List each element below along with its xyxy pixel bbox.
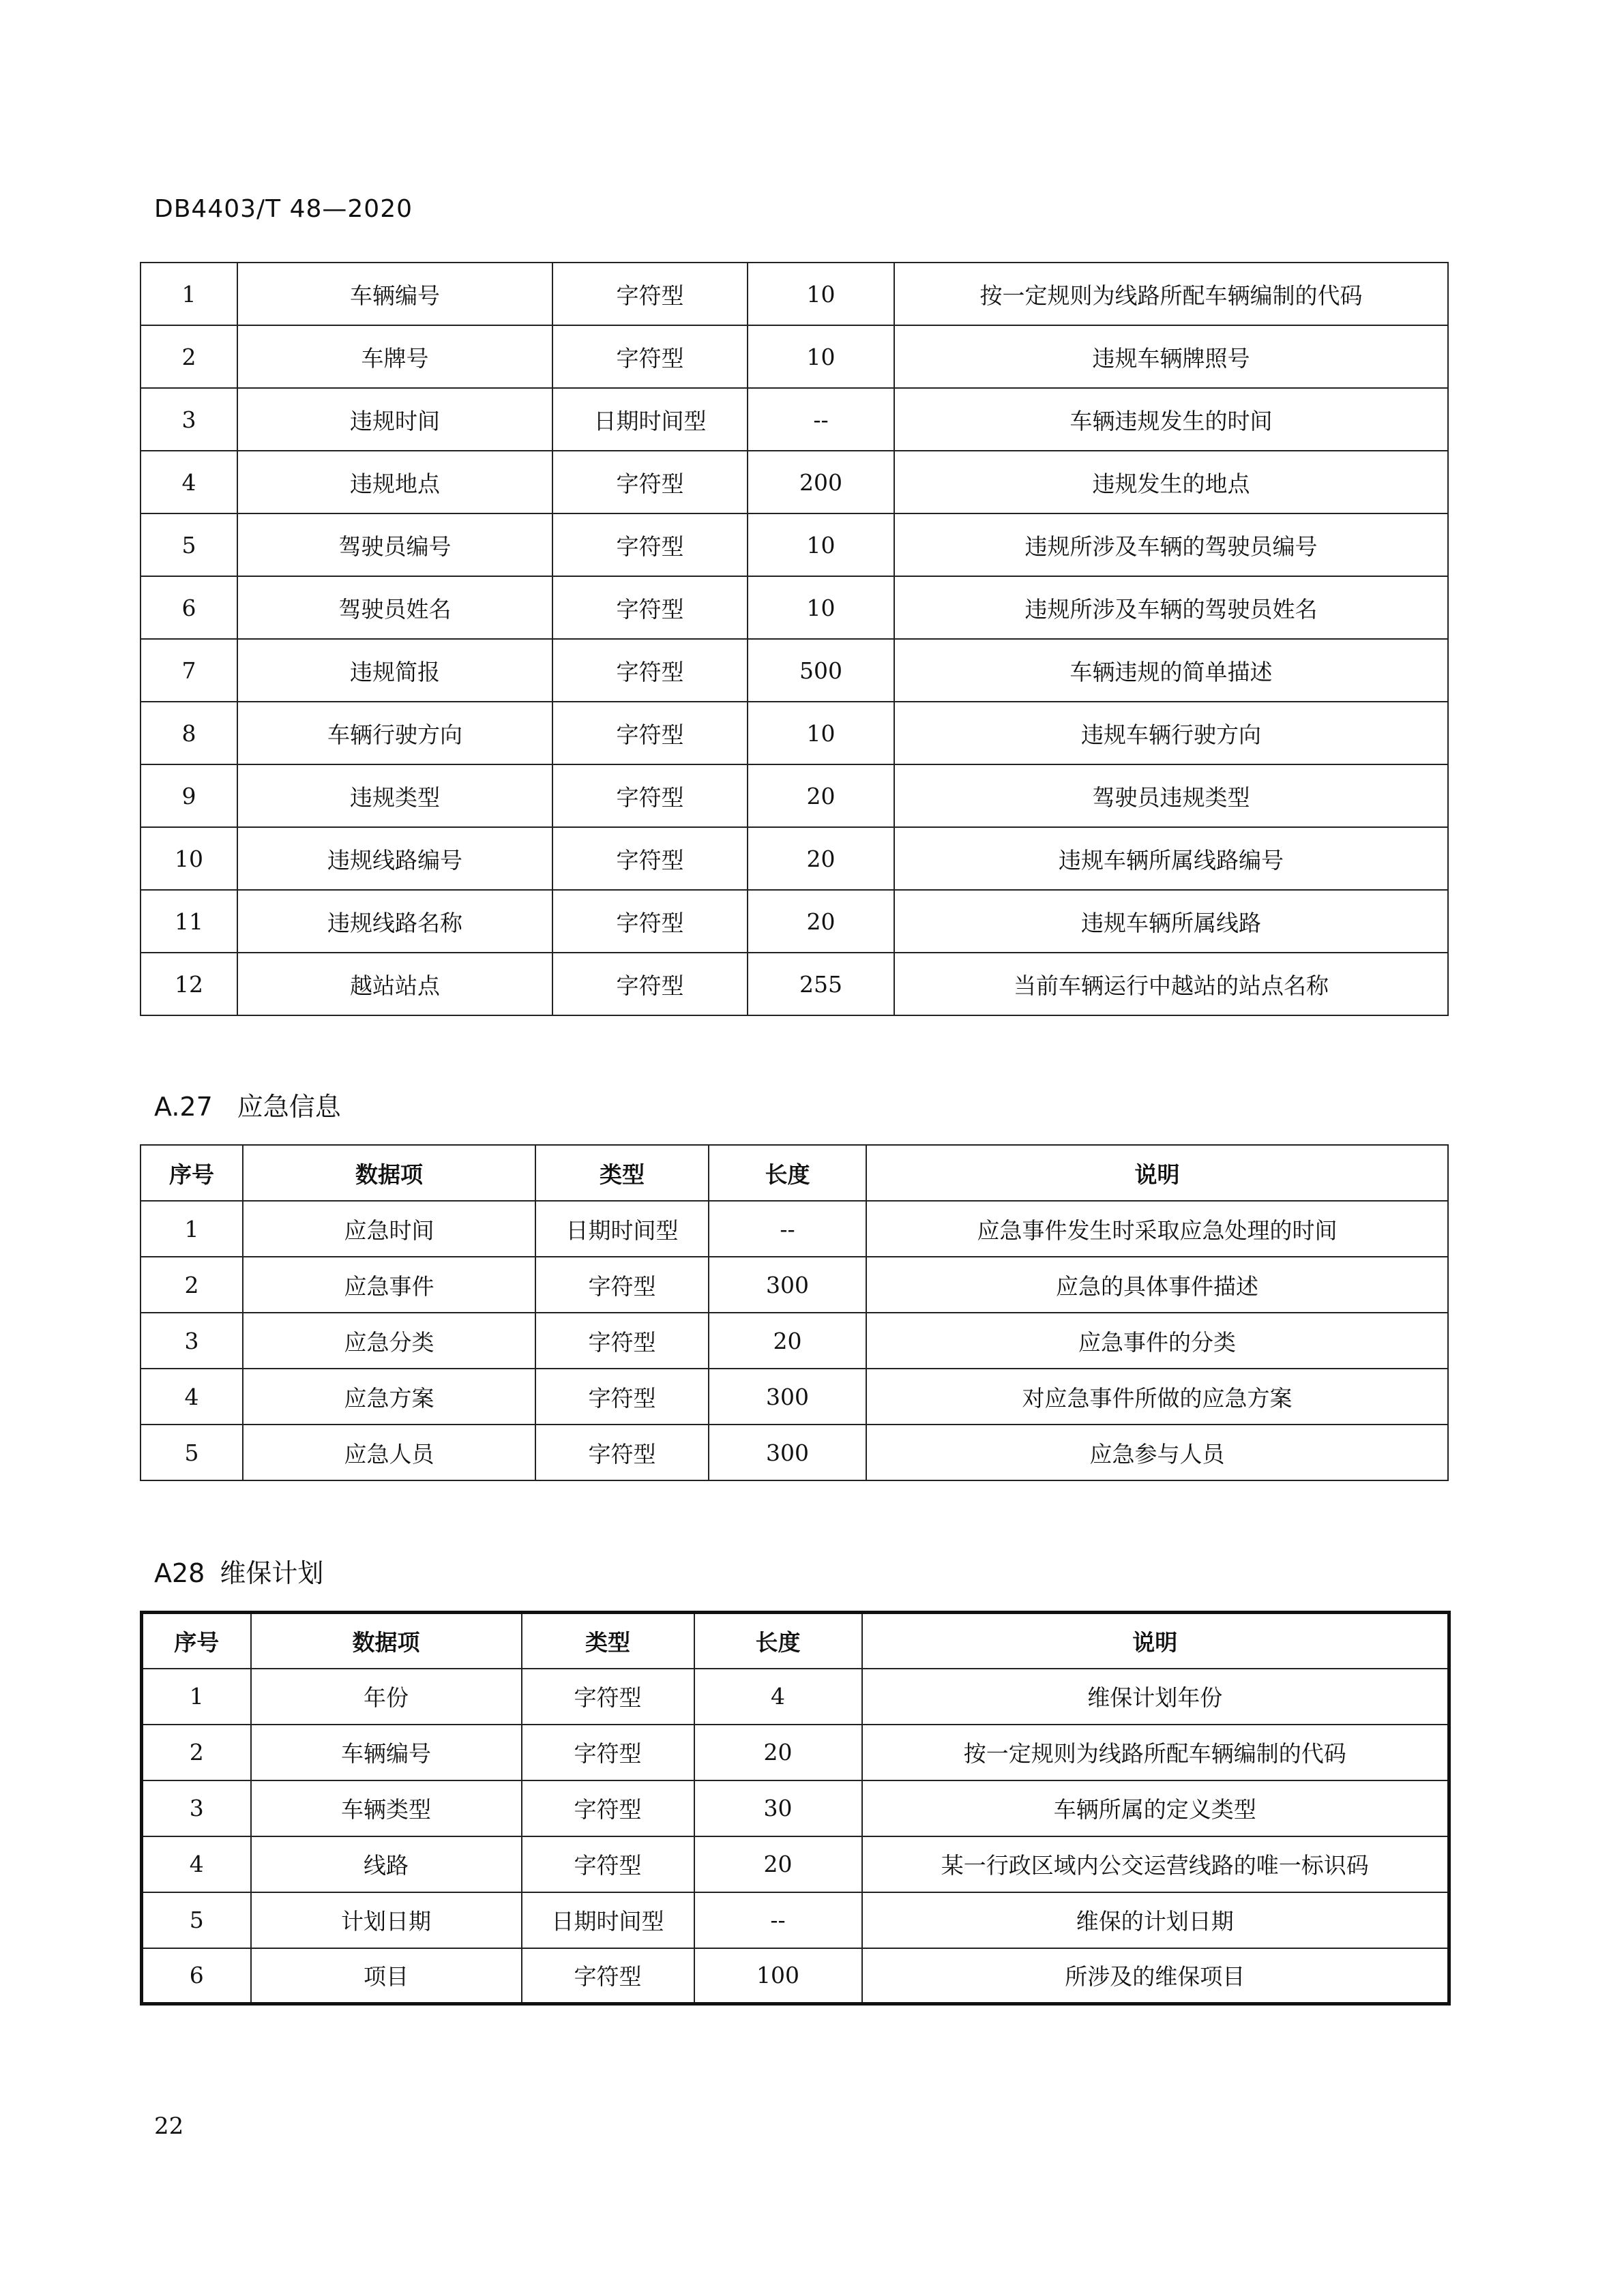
table-cell: 字符型	[552, 639, 748, 702]
table-cell: 4	[141, 1369, 243, 1425]
table-cell: 违规地点	[237, 451, 552, 513]
table-cell: 维保的计划日期	[862, 1892, 1449, 1948]
table-row	[141, 1425, 1448, 1480]
table-cell: 按一定规则为线路所配车辆编制的代码	[894, 263, 1448, 325]
table-row	[141, 890, 1448, 953]
column-header: 序号	[142, 1613, 251, 1669]
table-row	[141, 953, 1448, 1015]
table-cell: 300	[709, 1257, 866, 1313]
table-cell: 5	[141, 513, 237, 576]
table-cell: --	[748, 388, 894, 451]
table-cell: 2	[142, 1725, 251, 1780]
table-row	[142, 1780, 1449, 1836]
table-row	[141, 325, 1448, 388]
table-cell: 车辆违规的简单描述	[894, 639, 1448, 702]
table-cell: 当前车辆运行中越站的站点名称	[894, 953, 1448, 1015]
table-row	[141, 451, 1448, 513]
table-cell: 应急事件	[243, 1257, 535, 1313]
table-row	[141, 513, 1448, 576]
table-cell: 300	[709, 1425, 866, 1480]
header-row	[141, 1145, 1448, 1201]
table-cell: 字符型	[552, 890, 748, 953]
table-cell: 4	[694, 1669, 862, 1725]
table-header	[141, 1145, 1448, 1201]
table-cell: 2	[141, 1257, 243, 1313]
table-row	[141, 1313, 1448, 1369]
table-cell: 维保计划年份	[862, 1669, 1449, 1725]
table-cell: 字符型	[522, 1780, 694, 1836]
table-cell: 应急分类	[243, 1313, 535, 1369]
table-cell: 项目	[251, 1948, 522, 2004]
table-cell: 20	[748, 827, 894, 890]
table-cell: 字符型	[522, 1669, 694, 1725]
column-header: 序号	[141, 1145, 243, 1201]
table-cell: 车辆违规发生的时间	[894, 388, 1448, 451]
table-cell: 字符型	[552, 702, 748, 764]
table-header	[142, 1613, 1449, 1669]
column-header: 数据项	[251, 1613, 522, 1669]
table-row	[141, 639, 1448, 702]
table-cell: 计划日期	[251, 1892, 522, 1948]
table-cell: 9	[141, 764, 237, 827]
emergency-data-table	[140, 1144, 1449, 1481]
table-cell: 车牌号	[237, 325, 552, 388]
table-cell: 字符型	[552, 325, 748, 388]
table-cell: 字符型	[522, 1725, 694, 1780]
table-body	[141, 263, 1448, 1015]
section-number: A.27	[154, 1092, 213, 1122]
table-cell: 违规车辆所属线路编号	[894, 827, 1448, 890]
table-cell: 字符型	[552, 764, 748, 827]
table-cell: 驾驶员违规类型	[894, 764, 1448, 827]
table-row	[141, 1369, 1448, 1425]
table-cell: 年份	[251, 1669, 522, 1725]
table-row	[142, 1669, 1449, 1725]
table-cell: 字符型	[552, 263, 748, 325]
table-cell: 10	[748, 325, 894, 388]
table-cell: 10	[141, 827, 237, 890]
table-cell: 1	[141, 1201, 243, 1257]
table-cell: 11	[141, 890, 237, 953]
table-cell: 10	[748, 702, 894, 764]
table-row	[141, 827, 1448, 890]
table-cell: 车辆行驶方向	[237, 702, 552, 764]
table-cell: 20	[694, 1725, 862, 1780]
table-cell: 5	[142, 1892, 251, 1948]
table-cell: 2	[141, 325, 237, 388]
table-cell: 字符型	[522, 1948, 694, 2004]
table-cell: 500	[748, 639, 894, 702]
section-title-maintenance	[154, 1552, 323, 1590]
table-cell: 字符型	[552, 827, 748, 890]
table-row	[142, 1948, 1449, 2004]
maintenance-data-table	[140, 1611, 1451, 2006]
table-cell: 日期时间型	[535, 1201, 709, 1257]
table-cell: 4	[142, 1836, 251, 1892]
table-cell: 违规发生的地点	[894, 451, 1448, 513]
table-cell: 字符型	[535, 1425, 709, 1480]
table-row	[141, 1201, 1448, 1257]
section-number: A28	[154, 1558, 205, 1588]
column-header: 数据项	[243, 1145, 535, 1201]
table-row	[141, 702, 1448, 764]
table-body	[142, 1669, 1449, 2004]
table-cell: 8	[141, 702, 237, 764]
table-cell: 违规所涉及车辆的驾驶员姓名	[894, 576, 1448, 639]
table-cell: 按一定规则为线路所配车辆编制的代码	[862, 1725, 1449, 1780]
section-name: 应急信息	[237, 1092, 341, 1122]
table-cell: 100	[694, 1948, 862, 2004]
table-cell: 字符型	[552, 953, 748, 1015]
table-cell: 3	[141, 1313, 243, 1369]
table-cell: 违规车辆牌照号	[894, 325, 1448, 388]
table-cell: 车辆类型	[251, 1780, 522, 1836]
table-row	[141, 576, 1448, 639]
column-header: 类型	[535, 1145, 709, 1201]
table-cell: 字符型	[552, 451, 748, 513]
table-cell: 应急事件发生时采取应急处理的时间	[866, 1201, 1448, 1257]
table-cell: 驾驶员编号	[237, 513, 552, 576]
table-cell: 某一行政区域内公交运营线路的唯一标识码	[862, 1836, 1449, 1892]
table-cell: 违规类型	[237, 764, 552, 827]
table-cell: 字符型	[535, 1369, 709, 1425]
table-row	[141, 263, 1448, 325]
table-cell: 10	[748, 263, 894, 325]
table-cell: 3	[141, 388, 237, 451]
table-cell: 12	[141, 953, 237, 1015]
table-cell: 255	[748, 953, 894, 1015]
table-cell: 7	[141, 639, 237, 702]
table-row	[141, 388, 1448, 451]
table-cell: 违规简报	[237, 639, 552, 702]
table-cell: 应急参与人员	[866, 1425, 1448, 1480]
table-cell: 200	[748, 451, 894, 513]
table-row	[141, 1257, 1448, 1313]
table-cell: 应急人员	[243, 1425, 535, 1480]
table-row	[142, 1725, 1449, 1780]
table-row	[142, 1836, 1449, 1892]
table-cell: 3	[142, 1780, 251, 1836]
table-cell: 30	[694, 1780, 862, 1836]
table-cell: 20	[748, 764, 894, 827]
table-cell: 违规所涉及车辆的驾驶员编号	[894, 513, 1448, 576]
table-row	[142, 1892, 1449, 1948]
table-cell: 6	[142, 1948, 251, 2004]
table-cell: 字符型	[535, 1257, 709, 1313]
section-title-emergency	[154, 1086, 341, 1123]
table-cell: 10	[748, 576, 894, 639]
page-number: 22	[154, 2113, 184, 2140]
table-cell: 所涉及的维保项目	[862, 1948, 1449, 2004]
table-cell: --	[694, 1892, 862, 1948]
table-cell: 20	[709, 1313, 866, 1369]
section-name: 维保计划	[220, 1558, 324, 1588]
violation-data-table	[140, 262, 1449, 1016]
table-cell: 应急方案	[243, 1369, 535, 1425]
column-header: 长度	[694, 1613, 862, 1669]
table-cell: 车辆编号	[251, 1725, 522, 1780]
table-cell: 1	[142, 1669, 251, 1725]
table-cell: 越站站点	[237, 953, 552, 1015]
table-cell: 字符型	[552, 513, 748, 576]
table-cell: 日期时间型	[522, 1892, 694, 1948]
table-cell: 线路	[251, 1836, 522, 1892]
table-cell: 违规线路名称	[237, 890, 552, 953]
column-header: 类型	[522, 1613, 694, 1669]
table-cell: 20	[748, 890, 894, 953]
table-cell: 4	[141, 451, 237, 513]
table-cell: 应急事件的分类	[866, 1313, 1448, 1369]
column-header: 长度	[709, 1145, 866, 1201]
table-row	[141, 764, 1448, 827]
table-body	[141, 1201, 1448, 1480]
table-cell: 应急的具体事件描述	[866, 1257, 1448, 1313]
table-cell: 6	[141, 576, 237, 639]
table-cell: 应急时间	[243, 1201, 535, 1257]
document-code: DB4403/T 48—2020	[154, 195, 413, 223]
table-cell: 字符型	[535, 1313, 709, 1369]
table-cell: 5	[141, 1425, 243, 1480]
table-cell: 车辆编号	[237, 263, 552, 325]
table-cell: 1	[141, 263, 237, 325]
table-cell: 日期时间型	[552, 388, 748, 451]
column-header: 说明	[866, 1145, 1448, 1201]
table-cell: 对应急事件所做的应急方案	[866, 1369, 1448, 1425]
header-row	[142, 1613, 1449, 1669]
column-header: 说明	[862, 1613, 1449, 1669]
table-cell: 10	[748, 513, 894, 576]
table-cell: 违规线路编号	[237, 827, 552, 890]
table-cell: 300	[709, 1369, 866, 1425]
table-cell: 字符型	[522, 1836, 694, 1892]
table-cell: 20	[694, 1836, 862, 1892]
table-cell: 违规车辆所属线路	[894, 890, 1448, 953]
table-cell: 字符型	[552, 576, 748, 639]
table-cell: 违规时间	[237, 388, 552, 451]
table-cell: 违规车辆行驶方向	[894, 702, 1448, 764]
table-cell: 驾驶员姓名	[237, 576, 552, 639]
table-cell: --	[709, 1201, 866, 1257]
table-cell: 车辆所属的定义类型	[862, 1780, 1449, 1836]
